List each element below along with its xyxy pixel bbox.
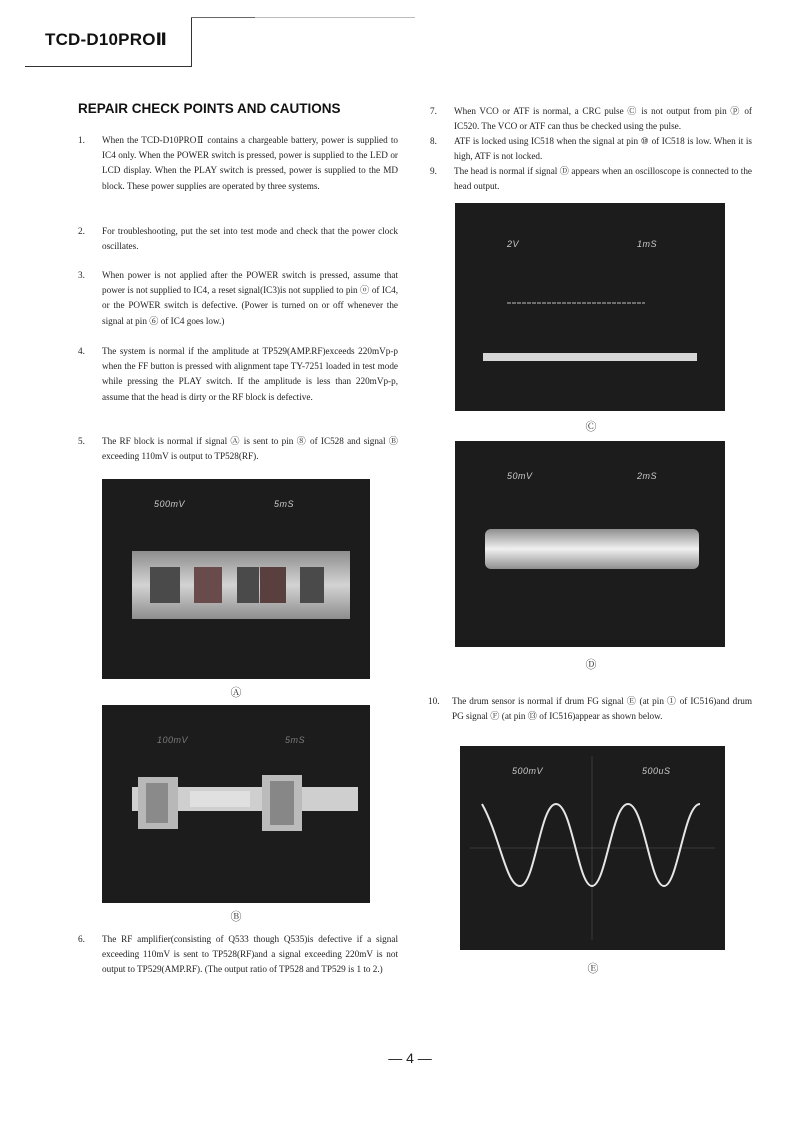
item-text: When power is not applied after the POWER switch is pressed, assume that power is not supplied to IC4, a reset signal(IC3)is not supplied to pin ⓞ of IC4, or the POWER switch is defective. (Power is turned on or off whenever the signal at pin ⑥ of IC4 goes low.) <box>102 270 398 326</box>
time-label: 1mS <box>637 239 658 249</box>
item-text: The head is normal if signal Ⓓ appears when an oscilloscope is connected to the head output. <box>454 166 752 192</box>
figure-caption-b: Ⓑ <box>230 910 242 923</box>
volt-label: 2V <box>507 239 520 249</box>
oscilloscope-image-b <box>102 705 370 903</box>
item-text: ATF is locked using IC518 when the signal at pin ⑩ of IC518 is low. When it is high, ATF is not locked. <box>454 136 752 162</box>
oscilloscope-image-e <box>460 746 725 950</box>
waveform-e <box>460 746 725 950</box>
header-rule-bottom <box>25 66 192 67</box>
figure-caption-a: Ⓐ <box>230 686 242 699</box>
item-text: The system is normal if the amplitude at TP529(AMP.RF)exceeds 220mVp-p when the FF button is pressed with alignment tape TY-7251 loaded in test mode while pressing the PLAY switch. If the amplitude is less than 220mVp-p, assume that the head is dirty or the RF block is defective. <box>102 346 398 402</box>
item-number: 3. <box>78 270 85 280</box>
time-label: 500uS <box>642 766 671 776</box>
time-label: 5mS <box>285 735 306 745</box>
list-item-7 <box>430 104 752 136</box>
list-item-2 <box>78 224 398 256</box>
item-text: The RF block is normal if signal Ⓐ is sent to pin ⑧ of IC528 and signal Ⓑ exceeding 110mV is output to TP528(RF). <box>102 436 398 462</box>
header-divider-vertical <box>191 18 192 66</box>
item-text: For troubleshooting, put the set into test mode and check that the power clock oscillates. <box>102 226 398 252</box>
item-text: When VCO or ATF is normal, a CRC pulse Ⓒ is not output from pin ⓟ of IC520. The VCO or ATF can thus be checked using the pulse. <box>454 106 752 132</box>
document-title: TCD-D10PROⅡ <box>45 30 168 49</box>
item-number: 8. <box>430 136 437 146</box>
volt-label: 50mV <box>507 471 533 481</box>
list-item-10 <box>428 694 752 742</box>
list-item-8 <box>430 134 752 166</box>
page-number: — 4 — <box>388 1050 432 1066</box>
item-number: 10. <box>428 696 440 706</box>
item-number: 7. <box>430 106 437 116</box>
item-text: The RF amplifier(consisting of Q533 though Q535)is defective if a signal exceeding 110mV is sent to TP528(RF)and a signal exceeding 220mV is not output to TP529(AMP.RF). (The output ratio of TP528 and TP529 is 1 to 2.) <box>102 934 398 975</box>
item-number: 6. <box>78 934 85 944</box>
item-number: 5. <box>78 436 85 446</box>
item-number: 9. <box>430 166 437 176</box>
list-item-3 <box>78 268 398 330</box>
figure-caption-d: Ⓓ <box>585 658 597 671</box>
oscilloscope-image-c <box>455 203 725 411</box>
item-number: 2. <box>78 226 85 236</box>
waveform-c <box>455 203 725 411</box>
item-number: 1. <box>78 135 85 145</box>
item-number: 4. <box>78 346 85 356</box>
time-label: 5mS <box>274 499 295 509</box>
volt-label: 500mV <box>512 766 544 776</box>
volt-label: 100mV <box>157 735 189 745</box>
figure-caption-e: Ⓔ <box>587 962 599 975</box>
list-item-9 <box>430 164 752 196</box>
oscilloscope-image-a <box>102 479 370 679</box>
item-text: When the TCD-D10PROⅡ contains a chargeable battery, power is supplied to IC4 only. When the POWER switch is pressed, power is supplied to the LED or LCD display. When the PLAY switch is pressed, power is supplied to the MD block. These power supplies are operated by three systems. <box>102 135 398 191</box>
list-item-6 <box>78 932 398 994</box>
volt-label: 500mV <box>154 499 186 509</box>
section-title: REPAIR CHECK POINTS AND CAUTIONS <box>78 101 341 116</box>
list-item-5 <box>78 434 398 466</box>
header-rule-top-2 <box>255 17 415 18</box>
waveform-a <box>102 479 370 679</box>
list-item-1 <box>78 133 398 208</box>
list-item-4 <box>78 344 398 422</box>
figure-caption-c: Ⓒ <box>585 420 597 433</box>
time-label: 2mS <box>637 471 658 481</box>
oscilloscope-image-d <box>455 441 725 647</box>
waveform-b <box>102 705 370 903</box>
waveform-d <box>455 441 725 647</box>
item-text: The drum sensor is normal if drum FG signal Ⓔ (at pin ① of IC516)and drum PG signal Ⓕ (at pin ⑬ of IC516)appear as shown below. <box>452 696 752 722</box>
